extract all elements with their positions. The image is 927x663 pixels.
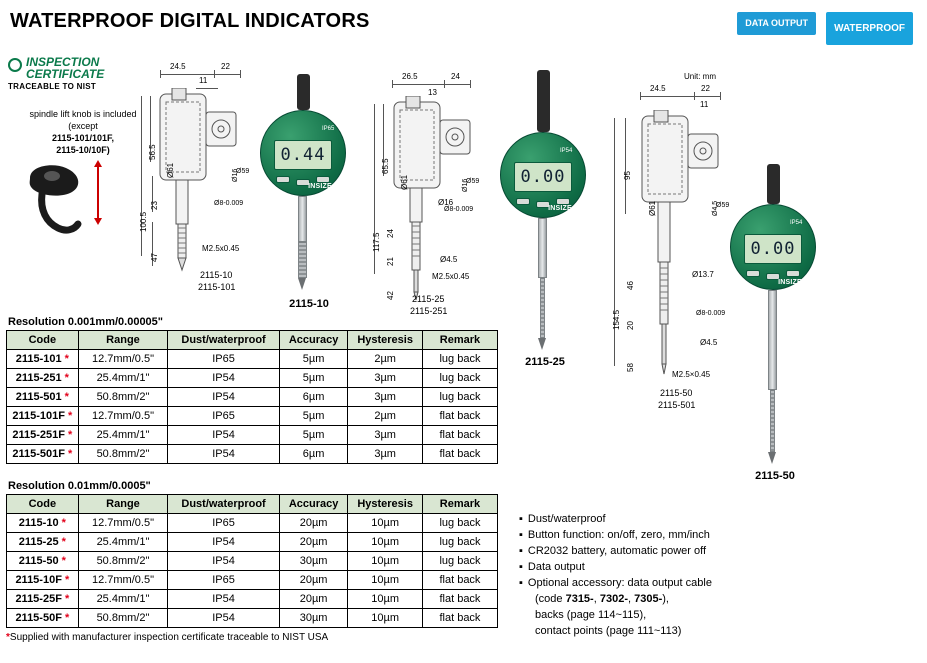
table2-cell-hysteresis: 10µm <box>348 552 423 571</box>
table-row <box>7 426 498 445</box>
table2-cell-dust-waterproof: IP54 <box>168 590 280 609</box>
table2-cell-code: 2115-50F * <box>7 609 79 628</box>
feature-subitem: (code 7315-, 7302-, 7305-), <box>535 593 669 605</box>
knob-note-codes2: 2115-10/10F) <box>56 145 110 155</box>
certificate-line3: TRACEABLE TO NIST <box>8 82 97 91</box>
spec-table-1 <box>6 330 498 464</box>
table2-cell-dust-waterproof: IP65 <box>168 571 280 590</box>
table1-cell-accuracy: 6µm <box>279 445 348 464</box>
asterisk-icon: * <box>64 448 73 460</box>
spindle-cap <box>297 74 310 110</box>
table1-cell-remark: flat back <box>422 407 497 426</box>
table2-header-row <box>7 495 498 514</box>
table2-cell-remark: lug back <box>422 552 497 571</box>
dim2-dia-61: Ø61 <box>400 174 409 190</box>
dim-22: 22 <box>221 62 230 71</box>
table-row <box>7 445 498 464</box>
drawing3-caption-b: 2115-501 <box>658 400 696 410</box>
dim3-22: 22 <box>701 84 710 93</box>
dim2-26-5: 26.5 <box>402 72 418 81</box>
table2-cell-hysteresis: 10µm <box>348 533 423 552</box>
page-title: WATERPROOF DIGITAL INDICATORS <box>10 10 370 32</box>
asterisk-icon: * <box>58 536 66 548</box>
table2-cell-range: 12.7mm/0.5" <box>78 571 168 590</box>
unit-label: Unit: mm <box>684 72 716 81</box>
dim3-24-5: 24.5 <box>650 84 666 93</box>
table2-cell-range: 25.4mm/1" <box>78 590 168 609</box>
dim3-154-5: 154.5 <box>612 309 621 330</box>
asterisk-icon: * <box>61 612 70 624</box>
table-row <box>7 590 498 609</box>
table2-cell-hysteresis: 10µm <box>348 609 423 628</box>
ip-mark-3: IP54 <box>790 220 803 226</box>
table2-cell-accuracy: 20µm <box>279 533 348 552</box>
table1-cell-remark: lug back <box>422 350 497 369</box>
table2-cell-accuracy: 20µm <box>279 514 348 533</box>
table-row <box>7 388 498 407</box>
table1-cell-range: 25.4mm/1" <box>78 369 168 388</box>
brand-label-3: INSIZE <box>778 279 802 286</box>
table1-cell-remark: flat back <box>422 426 497 445</box>
table1-cell-remark: flat back <box>422 445 497 464</box>
drawing1-caption-a: 2115-10 <box>200 270 233 280</box>
table1-cell-hysteresis: 3µm <box>348 445 423 464</box>
asterisk-icon: * <box>61 593 70 605</box>
arrow-shaft <box>97 166 99 220</box>
table2-cell-dust-waterproof: IP54 <box>168 609 280 628</box>
feature-item: ▪ Dust/waterproof <box>519 512 905 527</box>
button-left[interactable] <box>276 176 290 183</box>
table2-header-code: Code <box>7 495 79 514</box>
dim-56-5: 56.5 <box>148 144 157 160</box>
feature-item: ▪ Data output <box>519 560 905 575</box>
table2-cell-hysteresis: 10µm <box>348 590 423 609</box>
table2-cell-dust-waterproof: IP54 <box>168 533 280 552</box>
table2-cell-accuracy: 30µm <box>279 552 348 571</box>
button-left-3[interactable] <box>746 270 760 277</box>
footnote-text: Supplied with manufacturer inspection certificate traceable to NIST USA <box>9 632 329 643</box>
table1-cell-range: 12.7mm/0.5" <box>78 407 168 426</box>
dim-47: 47 <box>150 253 159 262</box>
table2-cell-range: 50.8mm/2" <box>78 609 168 628</box>
table2-cell-range: 25.4mm/1" <box>78 533 168 552</box>
badge-data-output: DATA OUTPUT <box>737 12 816 35</box>
photo2-label: 2115-25 <box>525 356 565 368</box>
table2-title: Resolution 0.01mm/0.0005" <box>8 480 151 492</box>
table1-cell-code: 2115-101 * <box>7 350 79 369</box>
dim3-58: 58 <box>626 363 635 372</box>
table2-cell-remark: flat back <box>422 590 497 609</box>
table1-cell-range: 25.4mm/1" <box>78 426 168 445</box>
dim2-21: 21 <box>386 257 395 266</box>
table1-cell-dust-waterproof: IP65 <box>168 407 280 426</box>
table1-cell-range: 12.7mm/0.5" <box>78 350 168 369</box>
header-badges <box>737 12 913 45</box>
table-row <box>7 571 498 590</box>
knob-note-codes1: 2115-101/101F, <box>51 133 115 143</box>
knob-note-text: spindle lift knob is included (except <box>29 109 137 131</box>
feature-item: ▪ CR2032 battery, automatic power off <box>519 544 905 559</box>
feature-item: ▪ Optional accessory: data output cable <box>519 576 905 591</box>
button-right-3[interactable] <box>786 270 800 277</box>
table1-cell-dust-waterproof: IP54 <box>168 369 280 388</box>
dim3-11: 11 <box>700 100 709 109</box>
spec-table-2 <box>6 494 498 628</box>
feature-item: ▪ Button function: on/off, zero, mm/inch <box>519 528 905 543</box>
table2-header-dust-waterproof: Dust/waterproof <box>168 495 280 514</box>
table-row <box>7 514 498 533</box>
dim2-dia-16: Ø16 <box>438 198 454 207</box>
table2-cell-code: 2115-10 * <box>7 514 79 533</box>
table2-cell-remark: lug back <box>422 533 497 552</box>
ip-mark-2: IP54 <box>560 148 573 154</box>
drawing2-caption-a: 2115-25 <box>412 294 445 304</box>
dim2-117-5: 117.5 <box>372 232 381 252</box>
asterisk-icon: * <box>64 410 73 422</box>
inspection-certificate <box>8 56 148 91</box>
button-left-2[interactable] <box>516 198 530 205</box>
table-row <box>7 533 498 552</box>
dim2-24: 24 <box>451 72 460 81</box>
table2-header-range: Range <box>78 495 168 514</box>
table2-cell-code: 2115-50 * <box>7 552 79 571</box>
table2-header-hysteresis: Hysteresis <box>348 495 423 514</box>
photo-indicator-2115-10 <box>260 96 380 310</box>
table1-cell-code: 2115-501 * <box>7 388 79 407</box>
table1-cell-code: 2115-501F * <box>7 445 79 464</box>
table1-header-row <box>7 331 498 350</box>
dim-dia-8: Ø8-0.009 <box>214 200 244 207</box>
table1-header-dust-waterproof: Dust/waterproof <box>168 331 280 350</box>
dim-dia-59: Ø59 <box>236 168 250 175</box>
table2-header-remark: Remark <box>422 495 497 514</box>
indicator-outline-2115-50 <box>640 110 740 380</box>
table-row <box>7 350 498 369</box>
lcd-display: 0.44 <box>274 140 332 170</box>
dim-100-5: 100.5 <box>139 211 148 232</box>
asterisk-icon: * <box>61 353 69 365</box>
photo-indicator-2115-25 <box>500 118 620 378</box>
spindle-cap-2 <box>537 70 550 132</box>
table2-cell-code: 2115-10F * <box>7 571 79 590</box>
dim-23: 23 <box>150 201 159 210</box>
table1-cell-hysteresis: 3µm <box>348 369 423 388</box>
table2-cell-remark: flat back <box>422 609 497 628</box>
asterisk-icon: * <box>6 632 10 643</box>
table1-header-remark: Remark <box>422 331 497 350</box>
table-row <box>7 407 498 426</box>
dim2-dia-59: Ø59 <box>466 178 480 185</box>
dim3-dia-59: Ø59 <box>716 202 730 209</box>
knob-drawing-icon <box>22 158 137 240</box>
photo1-label: 2115-10 <box>289 298 329 310</box>
dim2-dia-16b: Ø16 <box>462 178 469 192</box>
brand-label-2: INSIZE <box>548 205 572 212</box>
dim2-42: 42 <box>386 291 395 300</box>
table2-cell-code: 2115-25F * <box>7 590 79 609</box>
button-right-2[interactable] <box>556 198 570 205</box>
dim2-dia-4-5: Ø4.5 <box>440 255 458 264</box>
dim2-thread: M2.5x0.45 <box>432 272 470 281</box>
table1-cell-dust-waterproof: IP54 <box>168 388 280 407</box>
table2-header-accuracy: Accuracy <box>279 495 348 514</box>
table-row <box>7 609 498 628</box>
feature-subitem: contact points (page 111~113) <box>535 625 682 637</box>
table1-cell-range: 50.8mm/2" <box>78 445 168 464</box>
certificate-line2: CERTIFICATE <box>26 67 105 81</box>
ip-mark: IP65 <box>322 126 335 132</box>
dim-24-5: 24.5 <box>170 62 186 71</box>
arrow-down-icon <box>94 218 102 225</box>
photo-indicator-2115-50 <box>730 190 850 490</box>
table2-cell-accuracy: 30µm <box>279 609 348 628</box>
drawing2-caption-b: 2115-251 <box>410 306 448 316</box>
asterisk-icon: * <box>61 372 69 384</box>
dim2-13: 13 <box>428 88 437 97</box>
spindle-knob-note <box>18 108 148 156</box>
table2-cell-range: 12.7mm/0.5" <box>78 514 168 533</box>
table1-cell-hysteresis: 3µm <box>348 388 423 407</box>
dim3-46: 46 <box>626 281 635 290</box>
spec-table-2-container <box>6 480 498 628</box>
table1-cell-hysteresis: 3µm <box>348 426 423 445</box>
table1-cell-accuracy: 5µm <box>279 426 348 445</box>
lcd-display-3: 0.00 <box>744 234 802 264</box>
dim-thread-m25: M2.5x0.45 <box>202 244 240 253</box>
table1-header-code: Code <box>7 331 79 350</box>
asterisk-icon: * <box>58 517 66 529</box>
circle-icon <box>8 58 22 72</box>
table1-cell-dust-waterproof: IP65 <box>168 350 280 369</box>
lcd-display-2: 0.00 <box>514 162 572 192</box>
footnote <box>6 632 496 643</box>
table1-cell-accuracy: 5µm <box>279 369 348 388</box>
table2-cell-remark: flat back <box>422 571 497 590</box>
dim2-dia-8: Ø8-0.009 <box>444 206 474 213</box>
spindle-cap-3 <box>767 164 780 204</box>
table1-header-hysteresis: Hysteresis <box>348 331 423 350</box>
table1-title: Resolution 0.001mm/0.00005" <box>8 316 164 328</box>
table2-cell-code: 2115-25 * <box>7 533 79 552</box>
table2-cell-hysteresis: 10µm <box>348 571 423 590</box>
dim3-thread: M2.5×0.45 <box>672 370 711 379</box>
asterisk-icon: * <box>61 391 69 403</box>
dim-dia-61: Ø61 <box>166 162 175 178</box>
feature-subitem: backs (page 114~115), <box>535 609 647 621</box>
table2-cell-hysteresis: 10µm <box>348 514 423 533</box>
table1-cell-accuracy: 6µm <box>279 388 348 407</box>
dim3-dia-4-5: Ø4.5 <box>700 338 718 347</box>
dim2-65-5: 65.5 <box>381 158 390 174</box>
table1-cell-hysteresis: 2µm <box>348 350 423 369</box>
table1-header-range: Range <box>78 331 168 350</box>
table1-cell-accuracy: 5µm <box>279 407 348 426</box>
table2-cell-accuracy: 20µm <box>279 590 348 609</box>
table1-cell-remark: lug back <box>422 369 497 388</box>
table-row <box>7 552 498 571</box>
table2-cell-remark: lug back <box>422 514 497 533</box>
brand-label: INSIZE <box>308 183 332 190</box>
table1-cell-range: 50.8mm/2" <box>78 388 168 407</box>
table1-cell-accuracy: 5µm <box>279 350 348 369</box>
asterisk-icon: * <box>61 574 70 586</box>
table1-header-accuracy: Accuracy <box>279 331 348 350</box>
table1-cell-code: 2115-101F * <box>7 407 79 426</box>
table1-cell-dust-waterproof: IP54 <box>168 426 280 445</box>
asterisk-icon: * <box>64 429 73 441</box>
spindle-knob-illustration <box>22 158 137 240</box>
table1-cell-remark: lug back <box>422 388 497 407</box>
dim3-20: 20 <box>626 321 635 330</box>
table2-cell-range: 50.8mm/2" <box>78 552 168 571</box>
photo3-label: 2115-50 <box>755 470 795 482</box>
features-list <box>505 512 905 640</box>
table2-cell-dust-waterproof: IP54 <box>168 552 280 571</box>
dim-dia-16: Ø16 <box>232 168 239 182</box>
asterisk-icon: * <box>58 555 66 567</box>
dim2-24b: 24 <box>386 229 395 238</box>
badge-waterproof: WATERPROOF <box>826 12 913 45</box>
dim3-dia-4-5b: Ø4.5 <box>712 200 719 216</box>
dim3-dia-61: Ø61 <box>648 200 657 216</box>
table1-cell-code: 2115-251F * <box>7 426 79 445</box>
table1-cell-dust-waterproof: IP54 <box>168 445 280 464</box>
table1-cell-hysteresis: 2µm <box>348 407 423 426</box>
dim-11: 11 <box>199 76 208 85</box>
dim3-dia-13-7: Ø13.7 <box>692 270 714 279</box>
table2-cell-accuracy: 20µm <box>279 571 348 590</box>
drawing1-caption-b: 2115-101 <box>198 282 236 292</box>
certificate-line1: INSPECTION <box>26 55 100 69</box>
table2-cell-dust-waterproof: IP65 <box>168 514 280 533</box>
dim3-95: 95 <box>623 171 632 180</box>
drawing3-caption-a: 2115-50 <box>660 388 693 398</box>
button-right[interactable] <box>316 176 330 183</box>
table1-cell-code: 2115-251 * <box>7 369 79 388</box>
spec-table-1-container <box>6 316 498 464</box>
certificate-logo <box>8 56 148 80</box>
table-row <box>7 369 498 388</box>
dim3-dia-8: Ø8-0.009 <box>696 310 726 317</box>
